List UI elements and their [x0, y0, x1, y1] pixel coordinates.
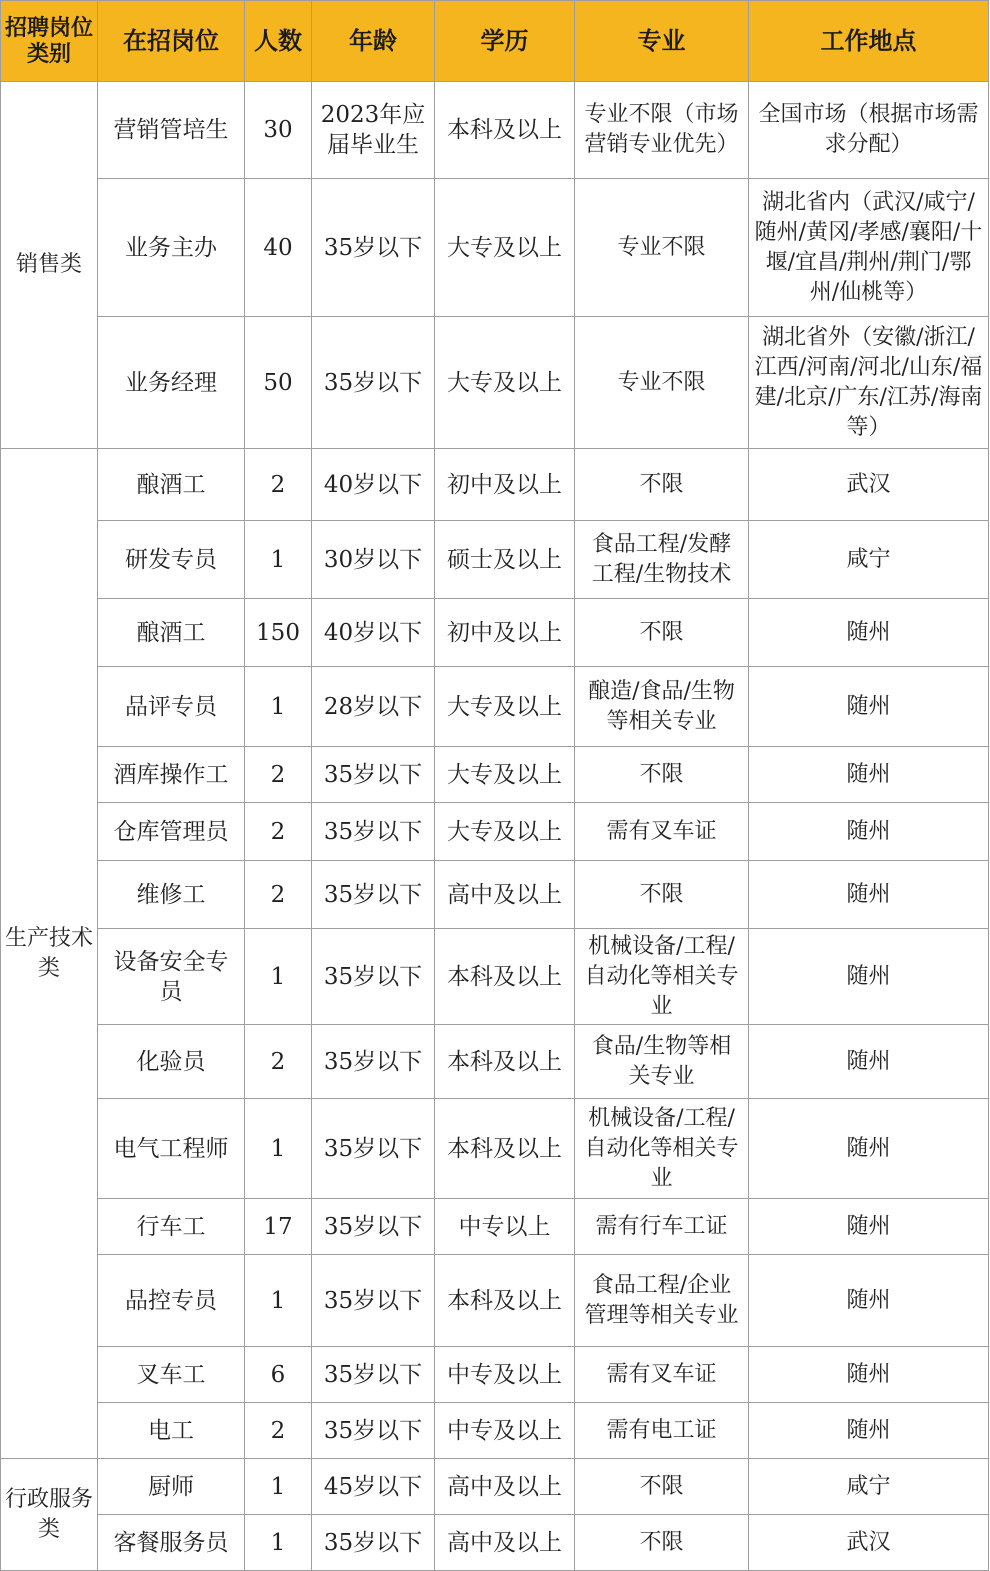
count-cell: 2: [245, 861, 312, 929]
position-cell: 客餐服务员: [98, 1515, 245, 1571]
age-cell: 2023年应届毕业生: [312, 82, 435, 179]
location-cell: 武汉: [749, 449, 989, 521]
position-cell: 业务经理: [98, 317, 245, 449]
table-row: [1, 929, 989, 1025]
table-row: [1, 82, 989, 179]
header-count: 人数: [245, 1, 312, 82]
table-row: [1, 667, 989, 747]
count-cell: 2: [245, 1025, 312, 1099]
header-major: 专业: [575, 1, 749, 82]
table-row: [1, 861, 989, 929]
category-cell-admin: 行政服务类: [1, 1459, 98, 1571]
position-cell: 维修工: [98, 861, 245, 929]
location-cell: 随州: [749, 599, 989, 667]
age-cell: 45岁以下: [312, 1459, 435, 1515]
category-cell-sales: 销售类: [1, 82, 98, 449]
count-cell: 150: [245, 599, 312, 667]
header-row: [1, 1, 989, 82]
header-age: 年龄: [312, 1, 435, 82]
age-cell: 35岁以下: [312, 861, 435, 929]
table-row: [1, 747, 989, 803]
location-cell: 全国市场（根据市场需求分配）: [749, 82, 989, 179]
age-cell: 40岁以下: [312, 449, 435, 521]
position-cell: 酿酒工: [98, 599, 245, 667]
education-cell: 本科及以上: [435, 82, 575, 179]
age-cell: 35岁以下: [312, 1099, 435, 1199]
major-cell: 专业不限: [575, 317, 749, 449]
count-cell: 40: [245, 179, 312, 317]
count-cell: 1: [245, 1515, 312, 1571]
location-cell: 随州: [749, 803, 989, 861]
major-cell: 食品工程/企业管理等相关专业: [575, 1255, 749, 1347]
location-cell: 随州: [749, 667, 989, 747]
age-cell: 35岁以下: [312, 1347, 435, 1403]
count-cell: 1: [245, 929, 312, 1025]
age-cell: 35岁以下: [312, 929, 435, 1025]
major-cell: 机械设备/工程/自动化等相关专业: [575, 1099, 749, 1199]
count-cell: 1: [245, 1099, 312, 1199]
header-location: 工作地点: [749, 1, 989, 82]
count-cell: 1: [245, 667, 312, 747]
education-cell: 中专及以上: [435, 1347, 575, 1403]
count-cell: 2: [245, 803, 312, 861]
location-cell: 随州: [749, 747, 989, 803]
table-row: [1, 1459, 989, 1515]
header-position: 在招岗位: [98, 1, 245, 82]
education-cell: 中专以上: [435, 1199, 575, 1255]
count-cell: 50: [245, 317, 312, 449]
table-row: [1, 317, 989, 449]
age-cell: 35岁以下: [312, 1255, 435, 1347]
major-cell: 机械设备/工程/自动化等相关专业: [575, 929, 749, 1025]
age-cell: 35岁以下: [312, 1199, 435, 1255]
location-cell: 湖北省外（安徽/浙江/江西/河南/河北/山东/福建/北京/广东/江苏/海南等）: [749, 317, 989, 449]
education-cell: 高中及以上: [435, 1459, 575, 1515]
major-cell: 不限: [575, 1515, 749, 1571]
position-cell: 电工: [98, 1403, 245, 1459]
location-cell: 随州: [749, 861, 989, 929]
education-cell: 高中及以上: [435, 861, 575, 929]
major-cell: 需有行车工证: [575, 1199, 749, 1255]
table-row: [1, 449, 989, 521]
table-row: [1, 179, 989, 317]
major-cell: 专业不限: [575, 179, 749, 317]
major-cell: 酿造/食品/生物等相关专业: [575, 667, 749, 747]
education-cell: 初中及以上: [435, 449, 575, 521]
position-cell: 化验员: [98, 1025, 245, 1099]
location-cell: 随州: [749, 929, 989, 1025]
count-cell: 30: [245, 82, 312, 179]
location-cell: 咸宁: [749, 1459, 989, 1515]
major-cell: 专业不限（市场营销专业优先）: [575, 82, 749, 179]
count-cell: 1: [245, 1255, 312, 1347]
position-cell: 研发专员: [98, 521, 245, 599]
major-cell: 需有电工证: [575, 1403, 749, 1459]
count-cell: 6: [245, 1347, 312, 1403]
position-cell: 品评专员: [98, 667, 245, 747]
position-cell: 仓库管理员: [98, 803, 245, 861]
major-cell: 需有叉车证: [575, 803, 749, 861]
education-cell: 大专及以上: [435, 747, 575, 803]
table-row: [1, 1255, 989, 1347]
table-row: [1, 1403, 989, 1459]
position-cell: 品控专员: [98, 1255, 245, 1347]
count-cell: 17: [245, 1199, 312, 1255]
age-cell: 35岁以下: [312, 317, 435, 449]
age-cell: 35岁以下: [312, 179, 435, 317]
count-cell: 2: [245, 747, 312, 803]
age-cell: 35岁以下: [312, 803, 435, 861]
table-row: [1, 1199, 989, 1255]
position-cell: 行车工: [98, 1199, 245, 1255]
location-cell: 咸宁: [749, 521, 989, 599]
location-cell: 随州: [749, 1403, 989, 1459]
education-cell: 大专及以上: [435, 179, 575, 317]
location-cell: 随州: [749, 1199, 989, 1255]
age-cell: 28岁以下: [312, 667, 435, 747]
position-cell: 酒库操作工: [98, 747, 245, 803]
major-cell: 不限: [575, 1459, 749, 1515]
location-cell: 随州: [749, 1255, 989, 1347]
location-cell: 武汉: [749, 1515, 989, 1571]
age-cell: 35岁以下: [312, 1025, 435, 1099]
count-cell: 1: [245, 521, 312, 599]
position-cell: 电气工程师: [98, 1099, 245, 1199]
age-cell: 35岁以下: [312, 1515, 435, 1571]
major-cell: 不限: [575, 747, 749, 803]
location-cell: 随州: [749, 1099, 989, 1199]
age-cell: 35岁以下: [312, 1403, 435, 1459]
education-cell: 大专及以上: [435, 317, 575, 449]
table-row: [1, 1025, 989, 1099]
education-cell: 大专及以上: [435, 803, 575, 861]
location-cell: 湖北省内（武汉/咸宁/随州/黄冈/孝感/襄阳/十堰/宜昌/荆州/荆门/鄂州/仙桃等）: [749, 179, 989, 317]
age-cell: 35岁以下: [312, 747, 435, 803]
category-cell-production: 生产技术类: [1, 449, 98, 1459]
location-cell: 随州: [749, 1025, 989, 1099]
count-cell: 1: [245, 1459, 312, 1515]
position-cell: 设备安全专员: [98, 929, 245, 1025]
position-cell: 业务主办: [98, 179, 245, 317]
education-cell: 本科及以上: [435, 1025, 575, 1099]
education-cell: 硕士及以上: [435, 521, 575, 599]
education-cell: 本科及以上: [435, 1099, 575, 1199]
major-cell: 不限: [575, 599, 749, 667]
position-cell: 叉车工: [98, 1347, 245, 1403]
count-cell: 2: [245, 449, 312, 521]
education-cell: 初中及以上: [435, 599, 575, 667]
position-cell: 厨师: [98, 1459, 245, 1515]
education-cell: 高中及以上: [435, 1515, 575, 1571]
table-row: [1, 1515, 989, 1571]
age-cell: 40岁以下: [312, 599, 435, 667]
major-cell: 需有叉车证: [575, 1347, 749, 1403]
header-education: 学历: [435, 1, 575, 82]
table-row: [1, 1347, 989, 1403]
table-row: [1, 1099, 989, 1199]
major-cell: 食品工程/发酵工程/生物技术: [575, 521, 749, 599]
table-row: [1, 599, 989, 667]
education-cell: 本科及以上: [435, 1255, 575, 1347]
education-cell: 中专及以上: [435, 1403, 575, 1459]
education-cell: 本科及以上: [435, 929, 575, 1025]
location-cell: 随州: [749, 1347, 989, 1403]
count-cell: 2: [245, 1403, 312, 1459]
header-category: 招聘岗位类别: [1, 1, 98, 82]
major-cell: 食品/生物等相关专业: [575, 1025, 749, 1099]
table-row: [1, 521, 989, 599]
table-row: [1, 803, 989, 861]
age-cell: 30岁以下: [312, 521, 435, 599]
major-cell: 不限: [575, 861, 749, 929]
education-cell: 大专及以上: [435, 667, 575, 747]
position-cell: 营销管培生: [98, 82, 245, 179]
major-cell: 不限: [575, 449, 749, 521]
position-cell: 酿酒工: [98, 449, 245, 521]
